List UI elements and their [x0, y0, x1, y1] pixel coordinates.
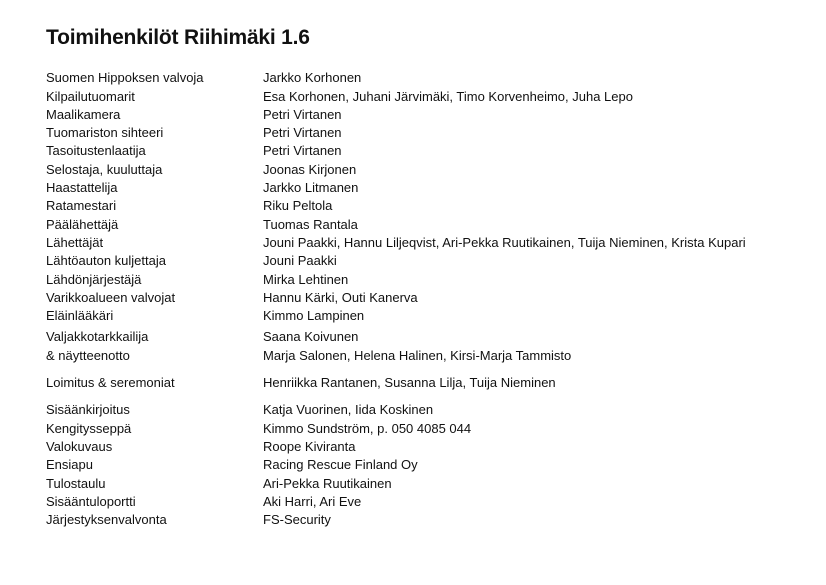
official-row — [0, 197, 826, 215]
names-value: Marja Salonen, Helena Halinen, Kirsi-Marja Tammisto — [263, 348, 572, 363]
role-label: & näytteenotto — [46, 348, 130, 363]
role-label: Lähtöauton kuljettaja — [46, 253, 166, 268]
role-label: Kilpailutuomarit — [46, 89, 135, 104]
official-row — [0, 347, 826, 365]
official-row — [0, 511, 826, 529]
role-label: Eläinlääkäri — [46, 308, 114, 323]
names-value: Kimmo Sundström, p. 050 4085 044 — [263, 421, 472, 436]
official-row — [0, 328, 826, 346]
role-label: Ensiapu — [46, 457, 93, 472]
role-label: Haastattelija — [46, 180, 118, 195]
role-label: Valokuvaus — [46, 439, 113, 454]
names-value: Mirka Lehtinen — [263, 272, 349, 287]
names-value: Riku Peltola — [263, 198, 333, 213]
role-label: Lähdönjärjestäjä — [46, 272, 142, 287]
role-label: Lähettäjät — [46, 235, 104, 250]
official-row — [0, 69, 826, 87]
role-label: Suomen Hippoksen valvoja — [46, 70, 204, 85]
page-title: Toimihenkilöt Riihimäki 1.6 — [46, 26, 310, 49]
names-value: Petri Virtanen — [263, 107, 342, 122]
names-value: Esa Korhonen, Juhani Järvimäki, Timo Korvenheimo, Juha Lepo — [263, 89, 633, 104]
role-label: Päälähettäjä — [46, 217, 119, 232]
official-row — [0, 216, 826, 234]
names-value: Jouni Paakki, Hannu Liljeqvist, Ari-Pekka Ruutikainen, Tuija Nieminen, Krista Kupari — [263, 235, 746, 250]
official-row — [0, 161, 826, 179]
names-value: Petri Virtanen — [263, 125, 342, 140]
names-value: Jarkko Korhonen — [263, 70, 362, 85]
role-label: Loimitus & seremoniat — [46, 375, 175, 390]
names-value: Saana Koivunen — [263, 329, 359, 344]
official-row — [0, 106, 826, 124]
names-value: Kimmo Lampinen — [263, 308, 365, 323]
role-label: Varikkoalueen valvojat — [46, 290, 176, 305]
names-value: FS-Security — [263, 512, 331, 527]
official-row — [0, 456, 826, 474]
official-row — [0, 438, 826, 456]
role-label: Maalikamera — [46, 107, 121, 122]
role-label: Selostaja, kuuluttaja — [46, 162, 163, 177]
names-value: Henriikka Rantanen, Susanna Lilja, Tuija Nieminen — [263, 375, 556, 390]
names-value: Jouni Paakki — [263, 253, 337, 268]
role-label: Ratamestari — [46, 198, 117, 213]
official-row — [0, 401, 826, 419]
names-value: Roope Kiviranta — [263, 439, 356, 454]
names-value: Tuomas Rantala — [263, 217, 358, 232]
names-value: Petri Virtanen — [263, 143, 342, 158]
official-row — [0, 124, 826, 142]
role-label: Sisääntuloportti — [46, 494, 136, 509]
role-label: Tuomariston sihteeri — [46, 125, 164, 140]
official-row — [0, 179, 826, 197]
names-value: Jarkko Litmanen — [263, 180, 359, 195]
official-row — [0, 271, 826, 289]
names-value: Joonas Kirjonen — [263, 162, 357, 177]
names-value: Aki Harri, Ari Eve — [263, 494, 362, 509]
official-row — [0, 252, 826, 270]
names-value: Racing Rescue Finland Oy — [263, 457, 418, 472]
role-label: Tasoitustenlaatija — [46, 143, 146, 158]
official-row — [0, 289, 826, 307]
role-label: Järjestyksenvalvonta — [46, 512, 167, 527]
official-row — [0, 88, 826, 106]
names-value: Hannu Kärki, Outi Kanerva — [263, 290, 418, 305]
role-label: Valjakkotarkkailija — [46, 329, 149, 344]
role-label: Sisäänkirjoitus — [46, 402, 130, 417]
official-row — [0, 142, 826, 160]
role-label: Kengitysseppä — [46, 421, 132, 436]
official-row — [0, 493, 826, 511]
official-row — [0, 374, 826, 392]
names-value: Ari-Pekka Ruutikainen — [263, 476, 392, 491]
names-value: Katja Vuorinen, Iida Koskinen — [263, 402, 434, 417]
role-label: Tulostaulu — [46, 476, 106, 491]
official-row — [0, 475, 826, 493]
official-row — [0, 307, 826, 325]
official-row — [0, 420, 826, 438]
official-row — [0, 234, 826, 252]
